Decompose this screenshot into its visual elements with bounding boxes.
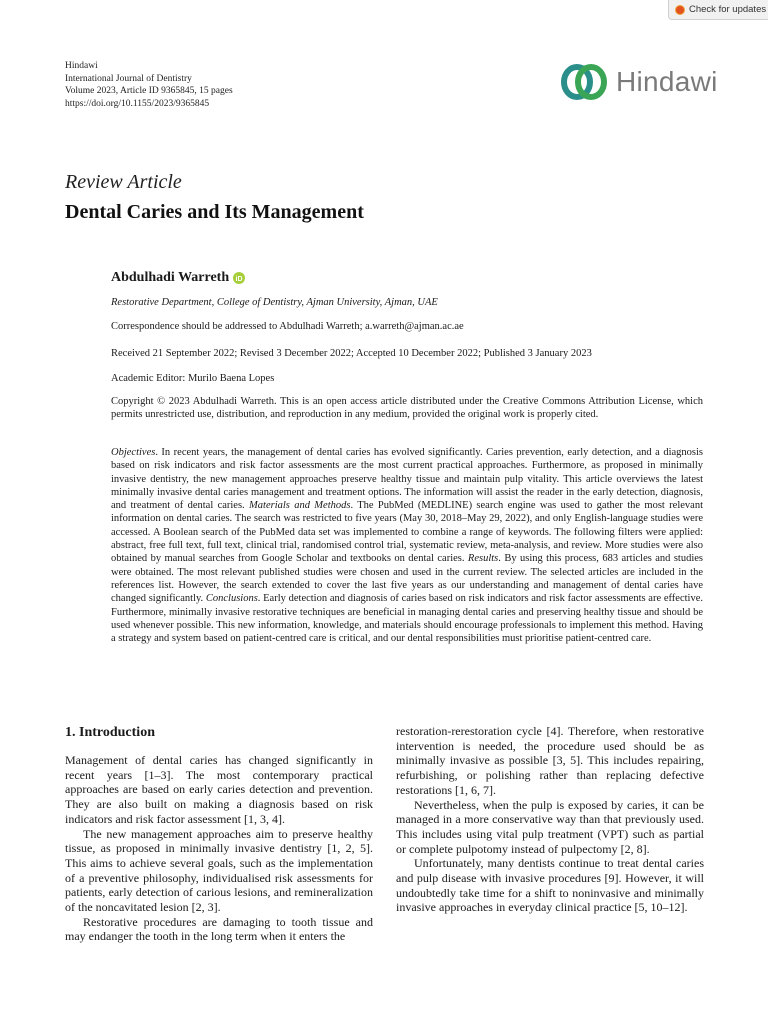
orcid-icon[interactable] (233, 272, 245, 284)
hindawi-logo-text: Hindawi (616, 66, 718, 97)
paragraph: The new management approaches aim to preserve healthy tissue, as proposed in minimally invasive dentistry [1, 2, 5]. This aims to achieve several goals, such as the implementation of a preventive philosophy, individualised risk assessments for patients, early detection of carious lesions, and remineralization of the noncavitated lesion [2, 3]. (65, 826, 373, 915)
methods-text: . The PubMed (MEDLINE) search engine was used to gather the most relevant information on dental caries. The search was restricted to five years (May 30, 2018–May 29, 2022), and only English-language studies were accessed. A Boolean search of the PubMed data set was implemented to combine a range of keywords. The following filters were applied: abstract, free full text, full text, clinical trial, randomised control trial, systematic review, meta-analysis, and review. More studies were also obtained by manual searches from Google Scholar and textbooks on dental caries. (111, 500, 703, 565)
objectives-label: Objectives (111, 447, 156, 458)
body-column-right (396, 724, 704, 915)
doi-link[interactable]: https://doi.org/10.1155/2023/9365845 (65, 98, 210, 109)
section-heading: 1. Introduction (65, 725, 155, 740)
paragraph: Management of dental caries has changed significantly in recent years [1–3]. The most contemporary practical approaches are based on early caries detection and prevention. They are also built on making a diagnosis based on risk indicators and risk factor assessment [1, 3, 4]. (65, 753, 373, 826)
paragraph: Nevertheless, when the pulp is exposed by caries, it can be managed in a more conservative way than that previously used. This includes using vital pulp treatment (VPT) such as partial or complete pulpotomy instead of pulpectomy [2, 8]. (396, 797, 704, 856)
copyright-notice: Copyright © 2023 Abdulhadi Warreth. This is an open access article distributed under the Creative Commons Attribution License, which permits unrestricted use, distribution, and reproduction in any medium, provided the original work is properly cited. (111, 396, 703, 421)
correspondence: Correspondence should be addressed to Abdulhadi Warreth; a.warreth@ajman.ac.ae (111, 321, 464, 332)
article-type: Review Article (65, 171, 182, 193)
results-text: . By using this process, 683 articles and studies were obtained. The most relevant published studies were chosen and used in the current review. The selected articles are included in the references list. However, the search extended to cover the last five years as our understanding and management of dental caries have changed significantly. (111, 553, 704, 605)
article-title: Dental Caries and Its Management (65, 201, 364, 223)
volume-info: Volume 2023, Article ID 9365845, 15 pages (65, 86, 233, 96)
results-label: Results (467, 553, 499, 565)
crossmark-icon (675, 5, 685, 15)
author (111, 270, 245, 286)
article-dates: Received 21 September 2022; Revised 3 December 2022; Accepted 10 December 2022; Published 3 January 2023 (111, 348, 592, 359)
conclusions-text: . Early detection and diagnosis of caries based on risk indicators and risk factor assessments are effective. Furthermore, minimally invasive restorative techniques are beneficial in managing dental caries and preserving healthy tissue and should be used whenever possible. This new information, knowledge, and materials should encourage professionals to implement this method. Having a strategy and system based on patient-centred care is critical, and our dental responsibilities must prioritise patient-centred care. (111, 593, 703, 645)
publisher-name: Hindawi (65, 61, 98, 71)
abstract (111, 446, 703, 645)
conclusions-label: Conclusions (205, 593, 258, 605)
methods-label: Materials and Methods (249, 500, 351, 512)
author-name: Abdulhadi Warreth (111, 270, 230, 285)
journal-name: International Journal of Dentistry (65, 73, 192, 84)
journal-meta (65, 60, 233, 110)
academic-editor: Academic Editor: Murilo Baena Lopes (111, 373, 275, 384)
objectives-text: . In recent years, the management of dental caries has evolved significantly. Caries prevention, early detection, and a diagnosis based on risk indicators and risk factor assessments are the most current practical approaches. Furthermore, as proposed in minimally invasive dentistry, the new management approaches preserve healthy tissue and maintain pulp vitality. This article overviews the latest minimally invasive dental caries management and treatment options. The information will assist the reader in the early detection, diagnosis, and treatment of dental caries. (111, 447, 703, 512)
hindawi-logo (558, 62, 718, 102)
check-for-updates-button[interactable] (668, 0, 768, 20)
hindawi-logo-icon (558, 62, 610, 102)
body-column-left (65, 724, 373, 944)
svg-text:iD: iD (235, 276, 243, 282)
check-for-updates-label: Check for updates (689, 4, 767, 15)
affiliation: Restorative Department, College of Dentistry, Ajman University, Ajman, UAE (111, 297, 438, 308)
paragraph: Restorative procedures are damaging to tooth tissue and may endanger the tooth in the long term when it enters the (65, 914, 373, 944)
paragraph: restoration-rerestoration cycle [4]. Therefore, when restorative intervention is needed, the procedure used should be as minimally invasive as possible [3, 5]. This includes repairing, refurbishing, or polishing rather than replacing defective restorations [1, 6, 7]. (396, 724, 704, 797)
paragraph: Unfortunately, many dentists continue to treat dental caries and pulp disease with invasive procedures [9]. However, it will undoubtedly take time for a shift to noninvasive and minimally invasive approaches in everyday clinical practice [5, 10–12]. (396, 856, 704, 915)
